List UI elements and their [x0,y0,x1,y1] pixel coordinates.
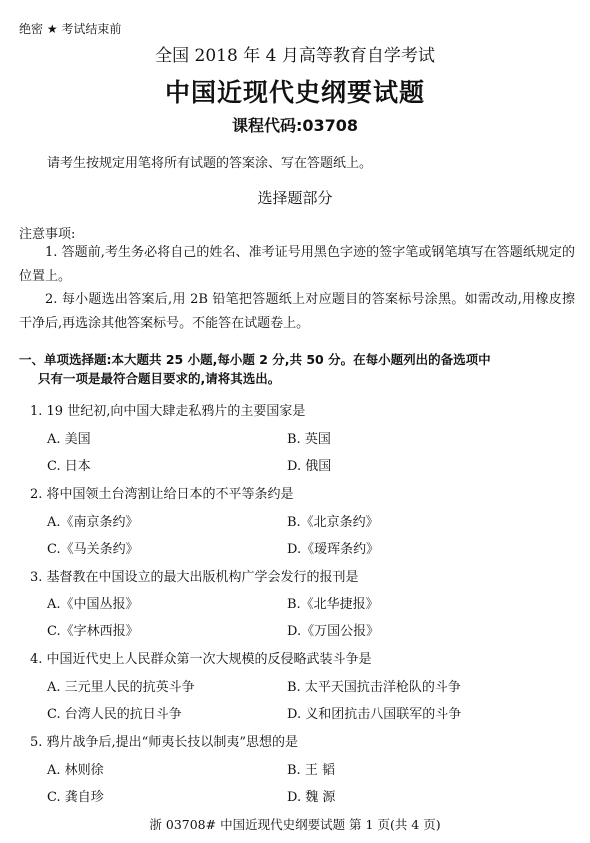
question-stem: 1. 19 世纪初,向中国大肆走私鸦片的主要国家是 [30,404,306,419]
note-item: 2. 每小题选出答案后,用 2B 铅笔把答题纸上对应题目的答案标号涂黑。如需改动,用橡皮擦干净后,再选涂其他答案标号。不能答在试题卷上。 [19,292,575,331]
option-d: D. 义和团抗击八国联军的斗争 [287,707,462,722]
option-c: C. 龚自珍 [47,790,104,805]
question-stem: 5. 鸦片战争后,提出“师夷长技以制夷”思想的是 [30,735,298,750]
option-b: B.《北华捷报》 [287,597,379,612]
option-c: C. 日本 [47,459,91,474]
note-item: 1. 答题前,考生务必将自己的姓名、准考证号用黑色字迹的签字笔或钢笔填写在答题纸规定的位置上。 [19,245,575,284]
option-d: D.《万国公报》 [287,624,380,639]
answer-instruction: 请考生按规定用笔将所有试题的答案涂、写在答题纸上。 [47,156,373,171]
section-title: 选择题部分 [257,189,333,207]
course-code: 课程代码:03708 [231,116,359,135]
question-stem: 2. 将中国领土台湾割让给日本的不平等条约是 [30,487,294,502]
question-stem: 3. 基督教在中国设立的最大出版机构广学会发行的报刊是 [30,570,359,585]
part-one-header-line: 一、单项选择题:本大题共 25 小题,每小题 2 分,共 50 分。在每小题列出的备选项中 [19,352,491,367]
option-a: A.《南京条约》 [47,515,139,530]
option-d: D. 魏 源 [287,790,336,805]
option-c: C.《马关条约》 [47,542,139,557]
option-b: B.《北京条约》 [287,515,379,530]
option-d: D. 俄国 [287,459,332,474]
option-b: B. 英国 [287,432,331,447]
option-b: B. 王 韬 [287,763,335,778]
option-a: A. 三元里人民的抗英斗争 [47,680,195,695]
subject-title: 中国近现代史纲要试题 [164,78,425,107]
option-c: C.《字林西报》 [47,624,139,639]
page-footer: 浙 03708# 中国近现代史纲要试题 第 1 页(共 4 页) [149,817,441,832]
part-one-header [19,350,579,388]
part-one-header-line: 只有一项是最符合题目要求的,请将其选出。 [38,371,281,386]
question-stem: 4. 中国近代史上人民群众第一次大规模的反侵略武装斗争是 [30,652,372,667]
option-a: A. 林则徐 [47,763,104,778]
option-c: C. 台湾人民的抗日斗争 [47,707,182,722]
exam-title: 全国 2018 年 4 月高等教育自学考试 [155,46,435,66]
option-a: A.《中国丛报》 [47,597,139,612]
option-d: D.《瑷珲条约》 [287,542,380,557]
option-a: A. 美国 [47,432,91,447]
notes-title: 注意事项: [19,227,76,242]
secret-label: 绝密 ★ 考试结束前 [19,22,122,36]
option-b: B. 太平天国抗击洋枪队的斗争 [287,680,461,695]
